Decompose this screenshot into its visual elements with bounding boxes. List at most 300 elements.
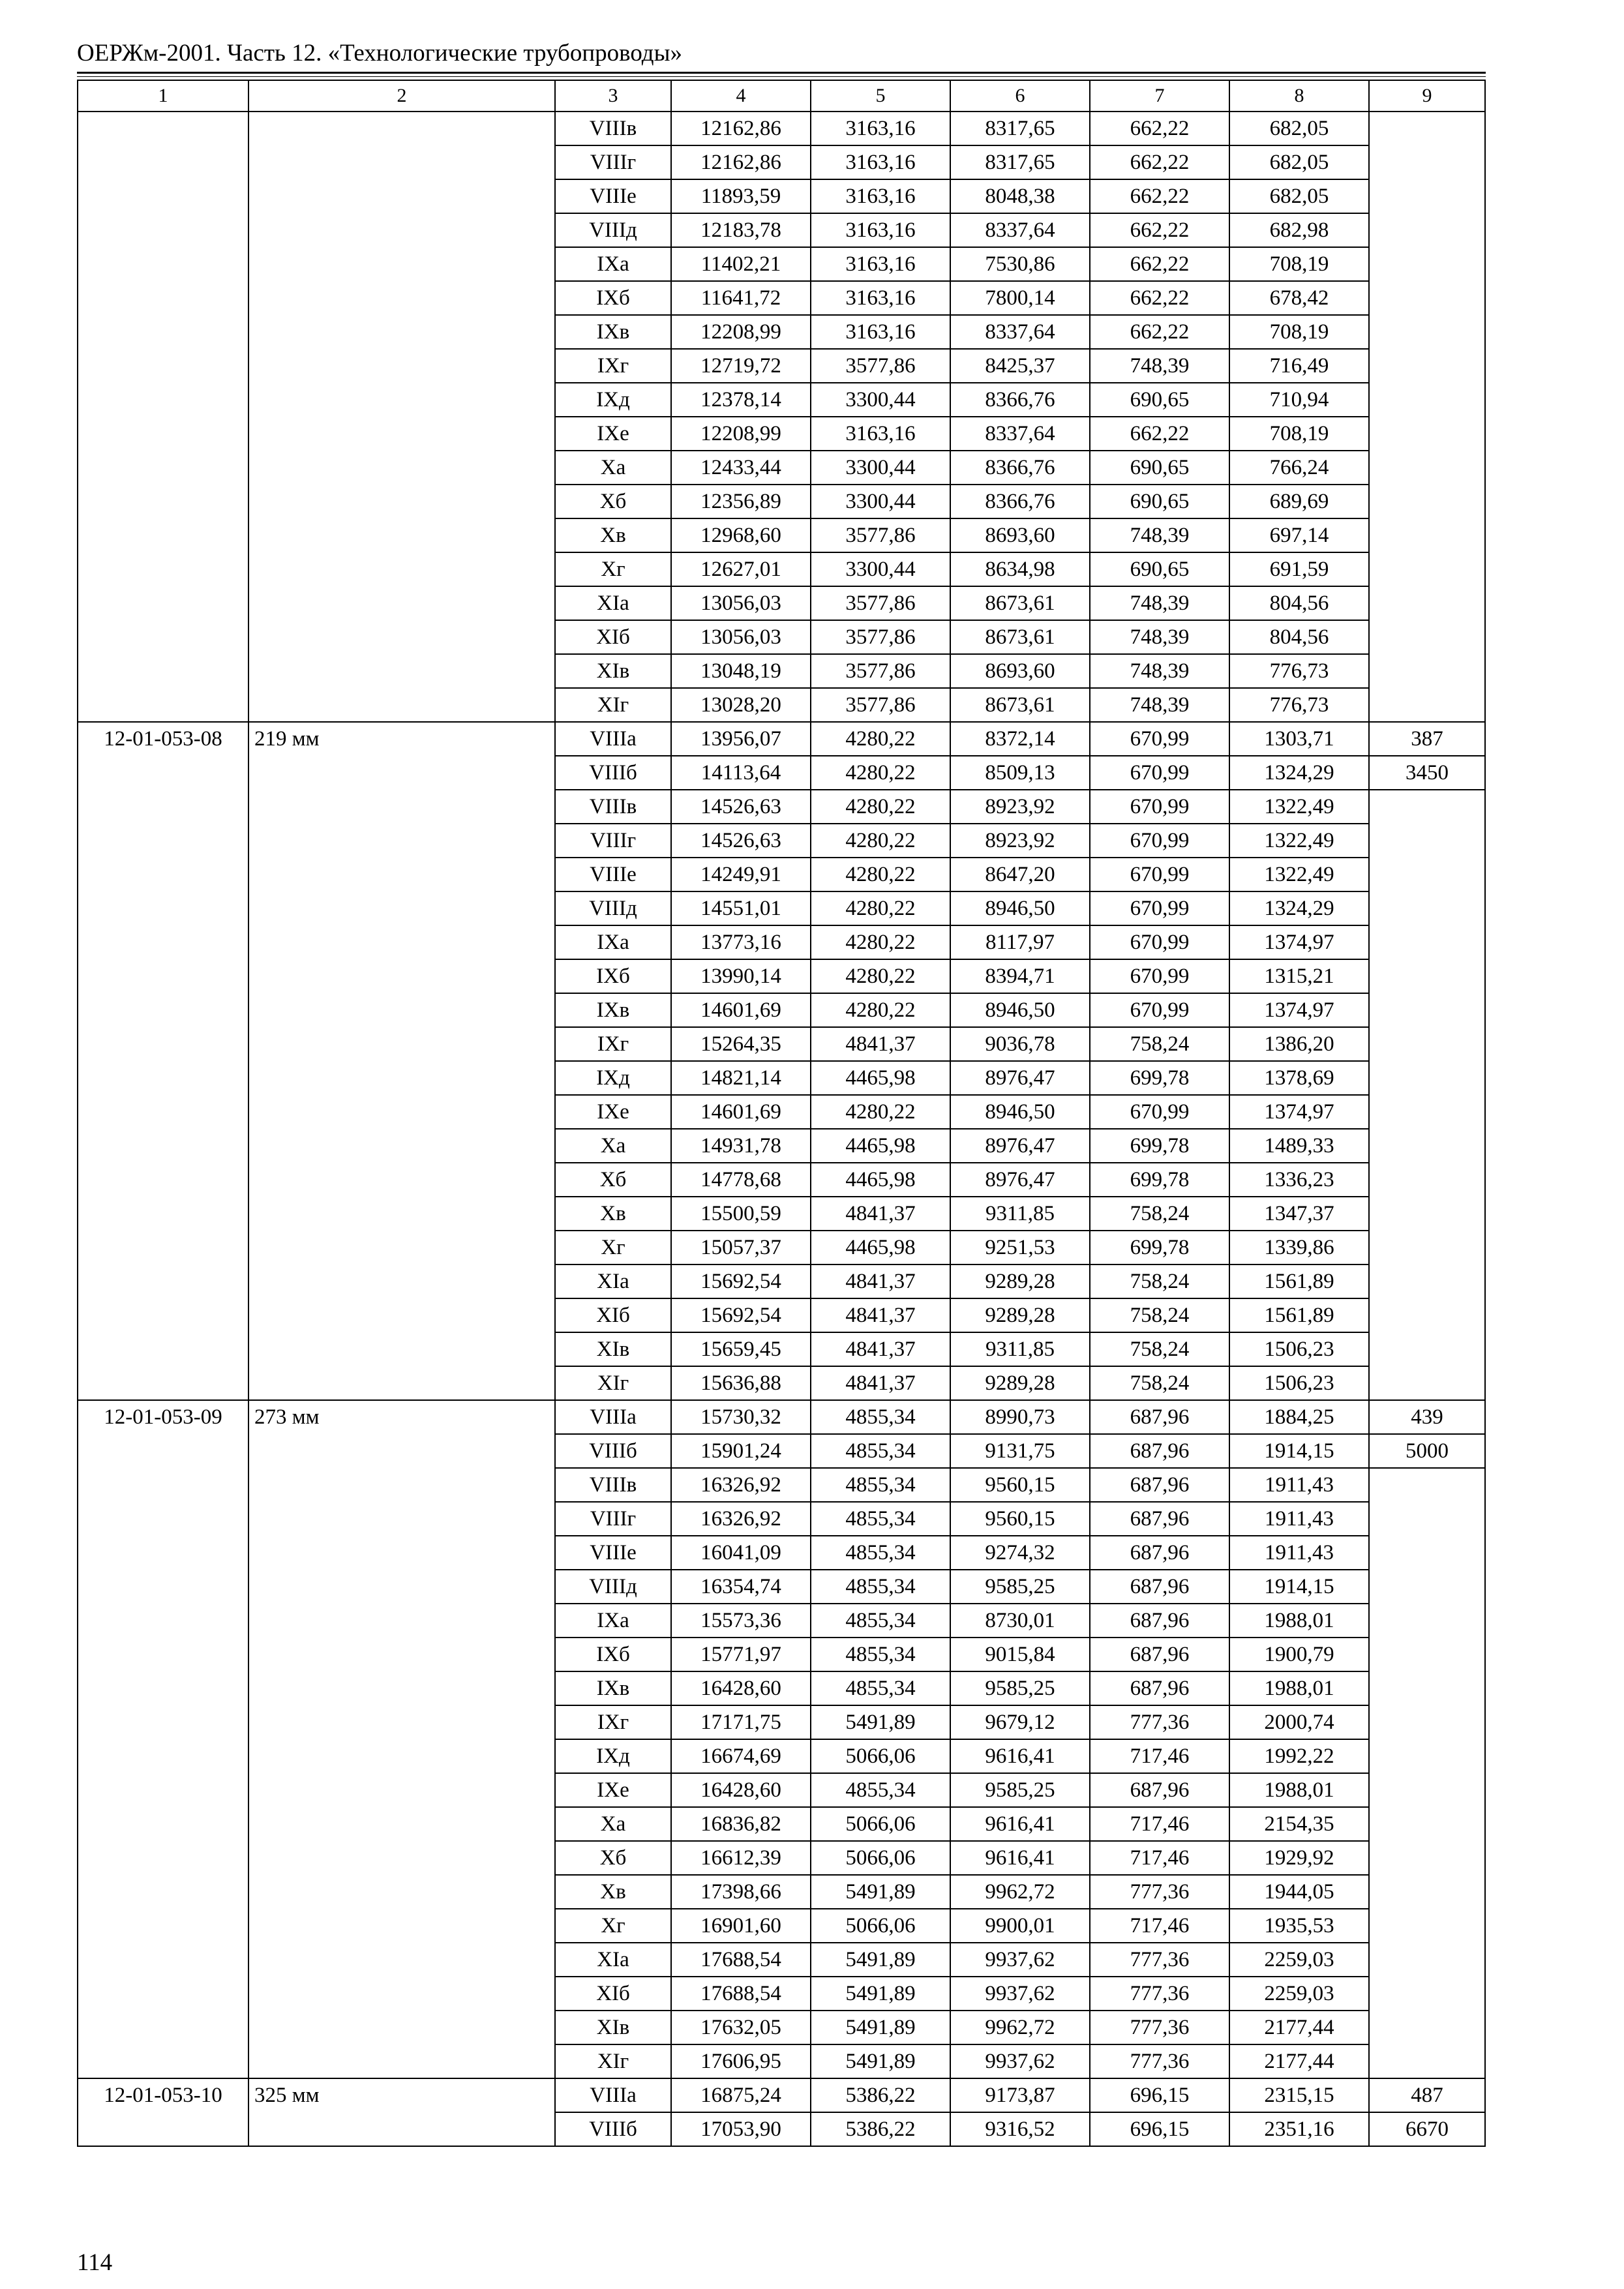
price-cell: 9962,72 [950,2011,1090,2044]
item-code: 12-01-053-09 [78,1400,248,2078]
price-cell: 758,24 [1090,1366,1229,1400]
price-cell: 8366,76 [950,485,1090,518]
price-cell: 9131,75 [950,1434,1090,1468]
price-cell: 16326,92 [671,1502,811,1536]
price-cell: 12627,01 [671,552,811,586]
price-cell: 748,39 [1090,586,1229,620]
region-zone: Xв [555,518,671,552]
pipe-diameter [248,112,555,722]
price-cell: 16674,69 [671,1739,811,1773]
price-cell: 4855,34 [811,1638,950,1671]
price-cell: 687,96 [1090,1468,1229,1502]
price-cell: 3300,44 [811,451,950,485]
region-zone: VIIIа [555,1400,671,1434]
price-cell: 777,36 [1090,2044,1229,2078]
price-cell: 15771,97 [671,1638,811,1671]
price-cell: 14601,69 [671,1095,811,1129]
price-cell: 9962,72 [950,1875,1090,1909]
region-zone: VIIIв [555,790,671,824]
price-cell: 2177,44 [1229,2044,1369,2078]
price-cell: 3163,16 [811,145,950,179]
column-number: 5 [811,80,950,112]
price-cell: 3163,16 [811,247,950,281]
price-cell: 662,22 [1090,145,1229,179]
price-cell: 804,56 [1229,586,1369,620]
header-rule-thick [77,72,1486,74]
region-zone: XIб [555,620,671,654]
region-zone: IXд [555,1061,671,1095]
price-cell: 3577,86 [811,518,950,552]
column-number: 8 [1229,80,1369,112]
price-cell: 1322,49 [1229,858,1369,891]
region-zone: IXб [555,1638,671,1671]
price-cell: 16354,74 [671,1570,811,1604]
price-cell: 1322,49 [1229,790,1369,824]
price-cell: 4841,37 [811,1298,950,1332]
price-cell: 777,36 [1090,1943,1229,1977]
price-cell: 4280,22 [811,925,950,959]
price-cell: 5066,06 [811,1739,950,1773]
price-cell: 3163,16 [811,179,950,213]
price-cell: 758,24 [1090,1027,1229,1061]
price-cell: 699,78 [1090,1231,1229,1264]
price-cell: 662,22 [1090,213,1229,247]
region-zone: XIа [555,1943,671,1977]
price-cell: 670,99 [1090,1095,1229,1129]
price-cell: 662,22 [1090,247,1229,281]
price-cell: 687,96 [1090,1604,1229,1638]
price-cell: 5491,89 [811,1977,950,2011]
price-cell: 9274,32 [950,1536,1090,1570]
price-cell: 690,65 [1090,552,1229,586]
region-zone: XIг [555,1366,671,1400]
price-cell: 3163,16 [811,417,950,451]
price-cell: 9289,28 [950,1264,1090,1298]
price-cell: 4855,34 [811,1671,950,1705]
price-cell: 9289,28 [950,1366,1090,1400]
price-cell: 3163,16 [811,281,950,315]
price-cell: 9560,15 [950,1468,1090,1502]
price-cell: 15636,88 [671,1366,811,1400]
price-cell: 1489,33 [1229,1129,1369,1163]
price-cell: 708,19 [1229,247,1369,281]
price-cell: 8372,14 [950,722,1090,756]
price-cell: 758,24 [1090,1264,1229,1298]
price-cell: 9937,62 [950,2044,1090,2078]
price-cell: 8337,64 [950,315,1090,349]
price-cell: 670,99 [1090,858,1229,891]
price-cell: 670,99 [1090,891,1229,925]
price-cell: 17171,75 [671,1705,811,1739]
price-cell: 5491,89 [811,1875,950,1909]
price-cell: 8317,65 [950,112,1090,145]
price-cell: 777,36 [1090,2011,1229,2044]
region-zone: VIIIб [555,1434,671,1468]
price-cell: 670,99 [1090,925,1229,959]
price-cell: 11641,72 [671,281,811,315]
price-cell: 5491,89 [811,1943,950,1977]
column-number: 7 [1090,80,1229,112]
price-cell: 4280,22 [811,722,950,756]
price-cell: 12968,60 [671,518,811,552]
price-cell: 9679,12 [950,1705,1090,1739]
price-cell: 1988,01 [1229,1773,1369,1807]
price-cell: 670,99 [1090,790,1229,824]
price-cell: 5066,06 [811,1807,950,1841]
price-cell: 690,65 [1090,485,1229,518]
price-cell: 4841,37 [811,1366,950,1400]
price-cell: 12356,89 [671,485,811,518]
price-cell: 13990,14 [671,959,811,993]
price-cell: 3163,16 [811,213,950,247]
price-cell: 699,78 [1090,1163,1229,1197]
price-cell: 9251,53 [950,1231,1090,1264]
price-cell: 3577,86 [811,349,950,383]
region-zone: VIIIб [555,756,671,790]
price-cell: 3163,16 [811,112,950,145]
price-cell: 2154,35 [1229,1807,1369,1841]
price-cell: 687,96 [1090,1536,1229,1570]
region-zone: VIIIе [555,858,671,891]
price-cell: 687,96 [1090,1502,1229,1536]
price-cell: 748,39 [1090,620,1229,654]
region-zone: Xб [555,485,671,518]
price-cell: 8366,76 [950,451,1090,485]
price-cell: 8117,97 [950,925,1090,959]
region-zone: XIг [555,2044,671,2078]
price-cell: 4841,37 [811,1264,950,1298]
price-cell: 1935,53 [1229,1909,1369,1943]
price-cell: 4841,37 [811,1332,950,1366]
price-cell: 7800,14 [950,281,1090,315]
rates-table-body [78,80,1485,2146]
price-cell: 3577,86 [811,620,950,654]
price-cell: 1944,05 [1229,1875,1369,1909]
price-cell: 5066,06 [811,1841,950,1875]
region-zone: IXа [555,925,671,959]
price-cell: 3300,44 [811,485,950,518]
price-cell: 9616,41 [950,1739,1090,1773]
price-cell: 9036,78 [950,1027,1090,1061]
price-cell: 4280,22 [811,1095,950,1129]
price-cell: 1324,29 [1229,891,1369,925]
price-cell: 16612,39 [671,1841,811,1875]
column-9-value: 5000 [1369,1434,1485,1468]
price-cell: 766,24 [1229,451,1369,485]
region-zone: XIг [555,688,671,722]
column-number: 1 [78,80,248,112]
price-cell: 5491,89 [811,2011,950,2044]
price-cell: 16901,60 [671,1909,811,1943]
price-cell: 16428,60 [671,1671,811,1705]
price-cell: 15659,45 [671,1332,811,1366]
price-cell: 8337,64 [950,213,1090,247]
price-cell: 11402,21 [671,247,811,281]
price-cell: 4280,22 [811,824,950,858]
price-cell: 662,22 [1090,417,1229,451]
price-cell: 690,65 [1090,383,1229,417]
region-zone: VIIIв [555,112,671,145]
price-cell: 1386,20 [1229,1027,1369,1061]
price-cell: 3163,16 [811,315,950,349]
price-cell: 3577,86 [811,654,950,688]
price-cell: 8976,47 [950,1163,1090,1197]
price-cell: 15901,24 [671,1434,811,1468]
price-cell: 687,96 [1090,1773,1229,1807]
region-zone: XIв [555,654,671,688]
region-zone: XIб [555,1977,671,2011]
price-cell: 8673,61 [950,620,1090,654]
column-9-empty [1369,1468,1485,2078]
region-zone: IXв [555,993,671,1027]
price-cell: 4280,22 [811,756,950,790]
price-cell: 662,22 [1090,179,1229,213]
region-zone: VIIIд [555,1570,671,1604]
price-cell: 8693,60 [950,654,1090,688]
price-cell: 12378,14 [671,383,811,417]
price-cell: 804,56 [1229,620,1369,654]
price-cell: 4465,98 [811,1129,950,1163]
price-cell: 13048,19 [671,654,811,688]
price-cell: 8634,98 [950,552,1090,586]
price-cell: 717,46 [1090,1807,1229,1841]
price-cell: 14778,68 [671,1163,811,1197]
price-cell: 17053,90 [671,2112,811,2146]
price-cell: 8923,92 [950,824,1090,858]
price-cell: 9015,84 [950,1638,1090,1671]
price-cell: 4841,37 [811,1027,950,1061]
item-code: 12-01-053-08 [78,722,248,1400]
price-cell: 15692,54 [671,1264,811,1298]
price-cell: 17398,66 [671,1875,811,1909]
price-cell: 4465,98 [811,1231,950,1264]
price-cell: 9585,25 [950,1570,1090,1604]
column-number: 3 [555,80,671,112]
region-zone: XIа [555,1264,671,1298]
column-number: 6 [950,80,1090,112]
region-zone: IXв [555,315,671,349]
price-cell: 9311,85 [950,1332,1090,1366]
price-cell: 8990,73 [950,1400,1090,1434]
region-zone: IXв [555,1671,671,1705]
region-zone: IXг [555,1705,671,1739]
price-cell: 9560,15 [950,1502,1090,1536]
price-cell: 662,22 [1090,281,1229,315]
price-cell: 691,59 [1229,552,1369,586]
price-cell: 12208,99 [671,417,811,451]
region-zone: IXа [555,1604,671,1638]
region-zone: Xб [555,1163,671,1197]
price-cell: 710,94 [1229,383,1369,417]
price-cell: 662,22 [1090,315,1229,349]
price-cell: 3577,86 [811,586,950,620]
region-zone: IXг [555,1027,671,1061]
price-cell: 696,15 [1090,2078,1229,2112]
price-cell: 1561,89 [1229,1264,1369,1298]
price-cell: 9616,41 [950,1807,1090,1841]
price-cell: 9289,28 [950,1298,1090,1332]
price-cell: 1988,01 [1229,1671,1369,1705]
price-cell: 8337,64 [950,417,1090,451]
price-cell: 8946,50 [950,1095,1090,1129]
price-cell: 687,96 [1090,1434,1229,1468]
price-cell: 670,99 [1090,959,1229,993]
price-cell: 5386,22 [811,2078,950,2112]
price-cell: 11893,59 [671,179,811,213]
price-cell: 15730,32 [671,1400,811,1434]
price-cell: 699,78 [1090,1129,1229,1163]
price-cell: 5491,89 [811,2044,950,2078]
column-number-row [78,80,1485,112]
price-cell: 9900,01 [950,1909,1090,1943]
price-cell: 9937,62 [950,1943,1090,1977]
price-cell: 1884,25 [1229,1400,1369,1434]
price-cell: 4280,22 [811,959,950,993]
region-zone: Xв [555,1197,671,1231]
price-cell: 8730,01 [950,1604,1090,1638]
price-cell: 1911,43 [1229,1502,1369,1536]
price-cell: 3577,86 [811,688,950,722]
price-cell: 690,65 [1090,451,1229,485]
region-zone: XIв [555,2011,671,2044]
price-cell: 4280,22 [811,858,950,891]
region-zone: VIIIг [555,824,671,858]
region-zone: Xг [555,552,671,586]
price-cell: 689,69 [1229,485,1369,518]
price-cell: 687,96 [1090,1638,1229,1671]
price-cell: 758,24 [1090,1332,1229,1366]
price-cell: 682,05 [1229,145,1369,179]
price-cell: 4841,37 [811,1197,950,1231]
price-cell: 9585,25 [950,1773,1090,1807]
region-zone: VIIIд [555,891,671,925]
price-cell: 3300,44 [811,383,950,417]
price-cell: 8647,20 [950,858,1090,891]
price-cell: 716,49 [1229,349,1369,383]
item-code: 12-01-053-10 [78,2078,248,2146]
table-row [78,722,1485,756]
page-header-title: ОЕРЖм-2001. Часть 12. «Технологические трубопроводы» [77,40,682,67]
pipe-diameter: 219 мм [248,722,555,1400]
price-cell: 1374,97 [1229,1095,1369,1129]
price-cell: 15500,59 [671,1197,811,1231]
header-rule-thin [77,76,1486,77]
region-zone: IXд [555,383,671,417]
price-cell: 708,19 [1229,417,1369,451]
price-cell: 17688,54 [671,1943,811,1977]
column-9-empty [1369,790,1485,1400]
price-cell: 2177,44 [1229,2011,1369,2044]
column-9-value: 439 [1369,1400,1485,1434]
price-cell: 699,78 [1090,1061,1229,1095]
price-cell: 9616,41 [950,1841,1090,1875]
region-zone: IXб [555,281,671,315]
price-cell: 670,99 [1090,756,1229,790]
price-cell: 16326,92 [671,1468,811,1502]
price-cell: 777,36 [1090,1977,1229,2011]
region-zone: VIIIб [555,2112,671,2146]
price-cell: 748,39 [1090,349,1229,383]
price-cell: 1914,15 [1229,1434,1369,1468]
region-zone: Xа [555,1129,671,1163]
price-cell: 16428,60 [671,1773,811,1807]
page-number: 114 [77,2249,113,2276]
price-cell: 4465,98 [811,1163,950,1197]
price-cell: 15692,54 [671,1298,811,1332]
region-zone: VIIIд [555,213,671,247]
table-row [78,1400,1485,1434]
price-cell: 4855,34 [811,1468,950,1502]
region-zone: IXд [555,1739,671,1773]
price-cell: 8317,65 [950,145,1090,179]
price-cell: 17606,95 [671,2044,811,2078]
price-cell: 1929,92 [1229,1841,1369,1875]
price-cell: 687,96 [1090,1671,1229,1705]
price-cell: 670,99 [1090,993,1229,1027]
price-cell: 3300,44 [811,552,950,586]
price-cell: 748,39 [1090,688,1229,722]
column-9-empty [1369,112,1485,722]
price-cell: 717,46 [1090,1739,1229,1773]
price-cell: 1374,97 [1229,993,1369,1027]
price-cell: 1914,15 [1229,1570,1369,1604]
price-cell: 13956,07 [671,722,811,756]
price-cell: 670,99 [1090,824,1229,858]
price-cell: 748,39 [1090,518,1229,552]
region-zone: VIIIв [555,1468,671,1502]
price-cell: 777,36 [1090,1705,1229,1739]
region-zone: IXе [555,417,671,451]
price-cell: 12162,86 [671,145,811,179]
price-cell: 9316,52 [950,2112,1090,2146]
price-cell: 697,14 [1229,518,1369,552]
price-cell: 8509,13 [950,756,1090,790]
region-zone: XIа [555,586,671,620]
price-cell: 682,05 [1229,179,1369,213]
price-cell: 8946,50 [950,891,1090,925]
region-zone: VIIIг [555,145,671,179]
region-zone: Xг [555,1909,671,1943]
table-row [78,2078,1485,2112]
price-cell: 17632,05 [671,2011,811,2044]
price-cell: 776,73 [1229,688,1369,722]
price-cell: 8976,47 [950,1061,1090,1095]
region-zone: IXб [555,959,671,993]
price-cell: 1339,86 [1229,1231,1369,1264]
price-cell: 9585,25 [950,1671,1090,1705]
price-cell: 8923,92 [950,790,1090,824]
price-cell: 717,46 [1090,1841,1229,1875]
rates-table [77,80,1486,2147]
price-cell: 4855,34 [811,1400,950,1434]
item-code [78,112,248,722]
price-cell: 708,19 [1229,315,1369,349]
column-9-value: 3450 [1369,756,1485,790]
price-cell: 13773,16 [671,925,811,959]
price-cell: 776,73 [1229,654,1369,688]
price-cell: 4465,98 [811,1061,950,1095]
price-cell: 687,96 [1090,1400,1229,1434]
price-cell: 758,24 [1090,1197,1229,1231]
price-cell: 1336,23 [1229,1163,1369,1197]
region-zone: VIIIе [555,1536,671,1570]
region-zone: VIIIа [555,2078,671,2112]
price-cell: 8048,38 [950,179,1090,213]
price-cell: 14249,91 [671,858,811,891]
region-zone: IXе [555,1773,671,1807]
region-zone: XIв [555,1332,671,1366]
price-cell: 1315,21 [1229,959,1369,993]
